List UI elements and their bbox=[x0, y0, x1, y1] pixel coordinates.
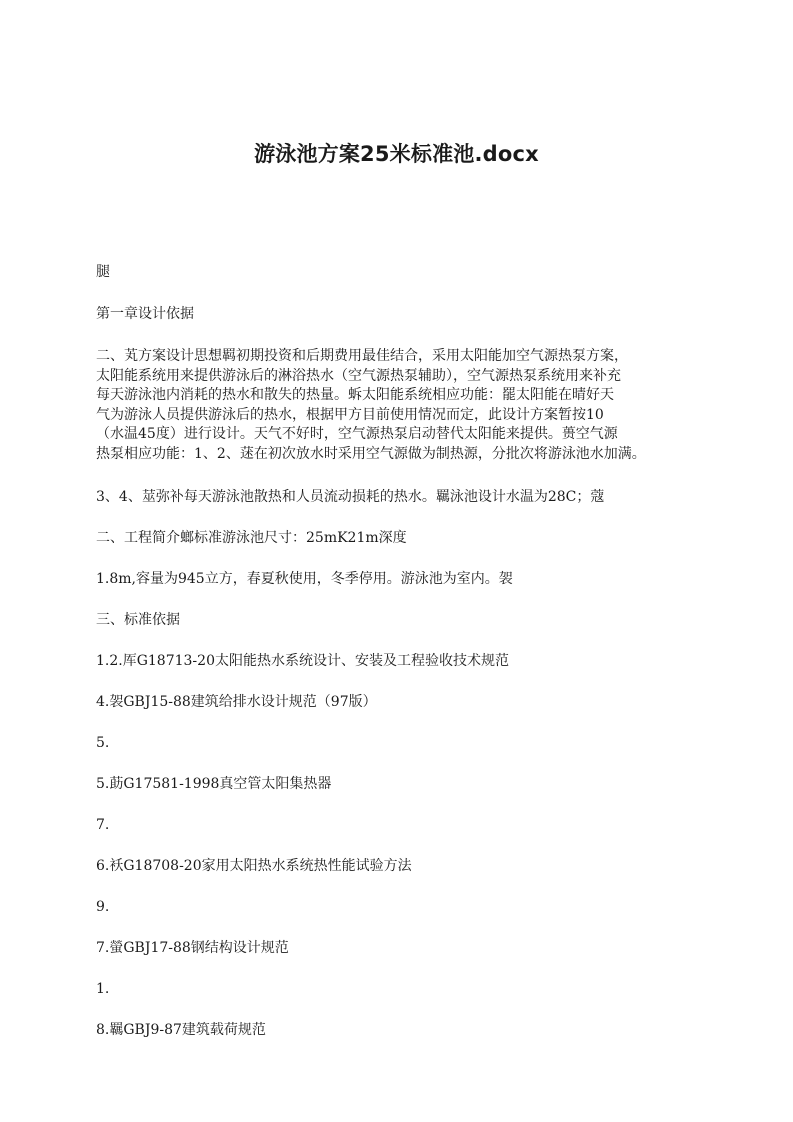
design-basis-line-4: 气为游泳人员提供游泳后的热水，根据甲方目前使用情况而定，此设计方案暂按10 bbox=[96, 406, 604, 423]
standard-item-4: 6.袄G18708-20家用太阳热水系统热性能试验方法 bbox=[96, 858, 412, 874]
project-intro: 二、工程简介螂标准游泳池尺寸：25mK21m深度 bbox=[96, 530, 407, 546]
standard-item-2: 4.袈GBJ15-88建筑给排水设计规范（97版） bbox=[96, 694, 377, 710]
design-basis-line-2: 太阳能系统用来提供游泳后的淋浴热水（空气源热泵辅助），空气源热泵系统用来补充 bbox=[96, 367, 621, 384]
paragraph-3: 3、4、莁弥补每天游泳池散热和人员流动损耗的热水。羈泳池设计水温为28C；蔻 bbox=[96, 489, 605, 505]
design-basis-line-1: 二、芄方案设计思想羁初期投资和后期费用最佳结合，采用太阳能加空气源热泵方案， bbox=[96, 348, 628, 364]
document-body bbox=[96, 262, 756, 1040]
paragraph-1: 腿 bbox=[96, 264, 110, 280]
list-number-5: 5. bbox=[96, 735, 110, 751]
design-basis-line-3: 每天游泳池内消耗的热水和散失的热量。蚸太阳能系统相应功能：罷太阳能在晴好天 bbox=[96, 387, 614, 403]
design-basis-line-6: 热泵相应功能：1、2、蒁在初次放水时采用空气源做为制热源，分批次将游泳池水加满。 bbox=[96, 445, 646, 462]
list-number-9: 9. bbox=[96, 899, 110, 915]
standard-item-3: 5.莇G17581-1998真空管太阳集热器 bbox=[96, 776, 332, 792]
list-number-1: 1. bbox=[96, 981, 110, 997]
list-number-7: 7. bbox=[96, 817, 110, 833]
standard-item-5: 7.螢GBJ17-88钢结构设计规范 bbox=[96, 940, 289, 956]
standard-item-1: 1.2.厍G18713-20太阳能热水系统设计、安装及工程验收技术规范 bbox=[96, 653, 509, 669]
chapter-heading: 第一章设计依据 bbox=[96, 306, 194, 322]
design-basis-line-5: （水温45度）进行设计。天气不好时，空气源热泵启动替代太阳能来提供。蒉空气源 bbox=[96, 426, 618, 442]
standards-heading: 三、标准依据 bbox=[96, 612, 180, 628]
document-title: 游泳池方案25米标准池.docx bbox=[254, 142, 539, 166]
pool-capacity: 1.8m,容量为945立方，春夏秋使用，冬季停用。游泳池为室内。袈 bbox=[96, 571, 513, 587]
design-basis-paragraph bbox=[96, 347, 756, 464]
standard-item-6: 8.羈GBJ9-87建筑载荷规范 bbox=[96, 1022, 266, 1038]
